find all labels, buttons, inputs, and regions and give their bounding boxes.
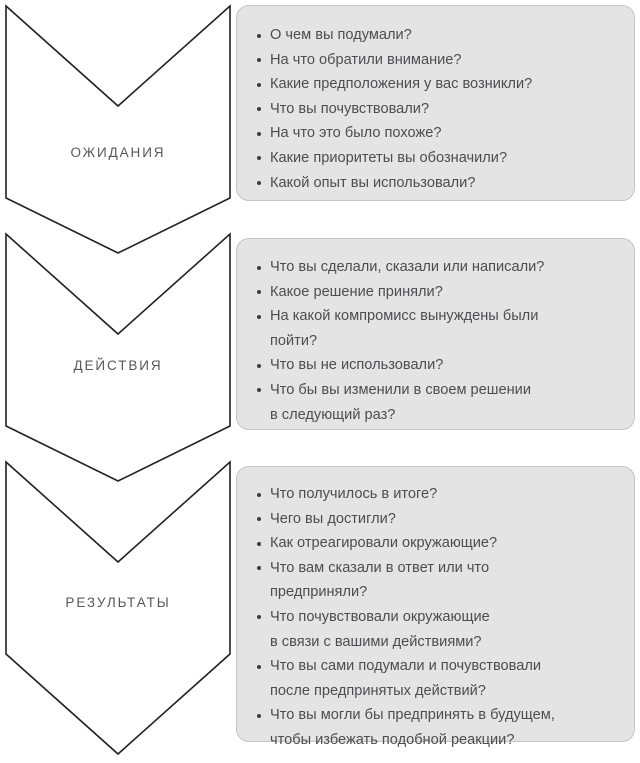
- list-item: [256, 23, 618, 48]
- question-text-continued: в связи с вашими действиями?: [270, 633, 482, 650]
- question-text: Что вы почувствовали?: [270, 100, 430, 117]
- question-text: На что обратили внимание?: [270, 51, 462, 68]
- question-text: Какое решение приняли?: [270, 283, 443, 300]
- question-text-continued: в следующий раз?: [270, 406, 396, 423]
- list-item: [256, 605, 618, 654]
- list-item: [256, 531, 618, 556]
- question-text: Чего вы достигли?: [270, 510, 396, 527]
- list-item: [256, 146, 618, 171]
- chevron-shape-expectations: [6, 6, 230, 253]
- list-item: [256, 48, 618, 73]
- question-text: Что вы сделали, сказали или написали?: [270, 259, 545, 275]
- question-text: Как отреагировали окружающие?: [270, 535, 498, 552]
- stage-label-actions: ДЕЙСТВИЯ: [73, 358, 163, 373]
- list-item: [256, 72, 618, 97]
- question-text: Что вам сказали в ответ или что: [270, 559, 490, 576]
- question-text: На что это было похоже?: [270, 125, 442, 142]
- question-text: Что бы вы изменили в своем решении: [270, 381, 531, 398]
- question-text-continued: предприняли?: [270, 584, 368, 601]
- list-item: [256, 97, 618, 122]
- question-list-results: [256, 482, 618, 753]
- question-panel-actions: [236, 238, 635, 430]
- list-item: [256, 304, 618, 353]
- list-item: [256, 378, 618, 427]
- question-text: Что почувствовали окружающие: [270, 608, 490, 625]
- question-panel-results: [236, 466, 635, 748]
- question-list-expectations: [256, 23, 618, 195]
- list-item: [256, 353, 618, 378]
- question-list-actions: [256, 255, 618, 427]
- question-text-continued: чтобы избежать подобной реакции?: [270, 731, 515, 748]
- list-item: [256, 556, 618, 605]
- chevron-stack: [0, 0, 240, 763]
- question-text: О чем вы подумали?: [270, 27, 412, 43]
- list-item: [256, 507, 618, 532]
- question-text: Какие предположения у вас возникли?: [270, 76, 533, 93]
- list-item: [256, 654, 618, 703]
- question-text: Что вы сами подумали и почувствовали: [270, 658, 542, 675]
- list-item: [256, 482, 618, 507]
- stage-label-results: РЕЗУЛЬТАТЫ: [65, 595, 171, 610]
- question-text: Что получилось в итоге?: [270, 486, 438, 502]
- question-text: Какие приоритеты вы обозначили?: [270, 149, 508, 166]
- question-text: На какой компромисс вынуждены были: [270, 308, 539, 325]
- question-panel-expectations: [236, 5, 635, 201]
- list-item: [256, 280, 618, 305]
- stage-label-expectations: ОЖИДАНИЯ: [70, 145, 166, 160]
- list-item: [256, 255, 618, 280]
- question-text: Что вы могли бы предпринять в будущем,: [270, 707, 555, 724]
- question-text: Какой опыт вы использовали?: [270, 174, 476, 191]
- question-text-continued: после предпринятых действий?: [270, 682, 486, 699]
- list-item: [256, 121, 618, 146]
- list-item: [256, 703, 618, 752]
- list-item: [256, 171, 618, 196]
- question-text: Что вы не использовали?: [270, 357, 444, 374]
- question-text-continued: пойти?: [270, 332, 318, 349]
